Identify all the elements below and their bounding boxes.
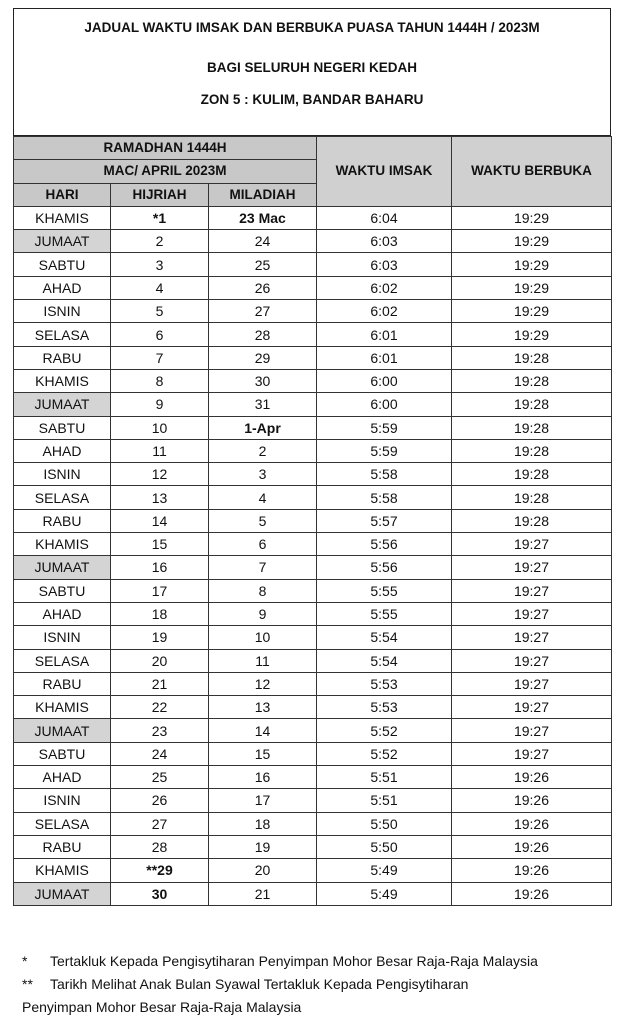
cell-hijriah: 19 <box>111 626 209 649</box>
cell-berbuka: 19:28 <box>452 346 612 369</box>
cell-hijriah: 22 <box>111 696 209 719</box>
footnote-2-continued: Penyimpan Mohor Besar Raja-Raja Malaysia <box>22 999 302 1015</box>
cell-miladiah: 26 <box>209 276 317 299</box>
cell-berbuka: 19:27 <box>452 742 612 765</box>
cell-berbuka: 19:26 <box>452 882 612 905</box>
cell-hari: SABTU <box>14 253 111 276</box>
cell-imsak: 6:02 <box>317 300 452 323</box>
cell-imsak: 5:51 <box>317 766 452 789</box>
cell-berbuka: 19:26 <box>452 859 612 882</box>
table-row <box>14 346 612 369</box>
table-row <box>14 626 612 649</box>
cell-imsak: 5:55 <box>317 602 452 625</box>
cell-berbuka: 19:28 <box>452 369 612 392</box>
group-header-month: MAC/ APRIL 2023M <box>14 160 317 183</box>
cell-berbuka: 19:27 <box>452 579 612 602</box>
table-row <box>14 416 612 439</box>
cell-miladiah: 7 <box>209 556 317 579</box>
cell-hijriah: 4 <box>111 276 209 299</box>
cell-imsak: 5:54 <box>317 626 452 649</box>
cell-hijriah: 9 <box>111 393 209 416</box>
table-row <box>14 789 612 812</box>
cell-berbuka: 19:28 <box>452 486 612 509</box>
cell-hijriah: 13 <box>111 486 209 509</box>
cell-imsak: 6:02 <box>317 276 452 299</box>
cell-hari: SABTU <box>14 579 111 602</box>
cell-hijriah: 26 <box>111 789 209 812</box>
cell-hijriah: **29 <box>111 859 209 882</box>
document-header <box>13 8 611 136</box>
cell-hijriah: 27 <box>111 812 209 835</box>
cell-miladiah: 28 <box>209 323 317 346</box>
cell-hari: SABTU <box>14 416 111 439</box>
cell-imsak: 6:04 <box>317 206 452 229</box>
cell-hari: JUMAAT <box>14 393 111 416</box>
imsak-berbuka-table <box>13 136 612 906</box>
table-row <box>14 253 612 276</box>
table-body <box>14 206 612 905</box>
cell-imsak: 6:03 <box>317 230 452 253</box>
cell-hijriah: 15 <box>111 533 209 556</box>
cell-hijriah: 8 <box>111 369 209 392</box>
cell-berbuka: 19:26 <box>452 766 612 789</box>
cell-berbuka: 19:29 <box>452 253 612 276</box>
cell-hijriah: 2 <box>111 230 209 253</box>
footnote-1-text: Tertakluk Kepada Pengisytiharan Penyimpan Mohor Besar Raja-Raja Malaysia <box>50 953 538 969</box>
cell-berbuka: 19:27 <box>452 672 612 695</box>
cell-imsak: 5:50 <box>317 835 452 858</box>
table-row <box>14 206 612 229</box>
cell-hijriah: 7 <box>111 346 209 369</box>
cell-berbuka: 19:27 <box>452 649 612 672</box>
footnotes <box>22 950 612 1019</box>
cell-miladiah: 13 <box>209 696 317 719</box>
cell-miladiah: 9 <box>209 602 317 625</box>
cell-hari: SELASA <box>14 486 111 509</box>
cell-imsak: 5:51 <box>317 789 452 812</box>
cell-hijriah: 20 <box>111 649 209 672</box>
cell-hari: JUMAAT <box>14 719 111 742</box>
cell-imsak: 5:56 <box>317 533 452 556</box>
cell-miladiah: 3 <box>209 463 317 486</box>
cell-hari: RABU <box>14 672 111 695</box>
cell-berbuka: 19:27 <box>452 626 612 649</box>
cell-imsak: 6:01 <box>317 346 452 369</box>
table-row <box>14 486 612 509</box>
cell-miladiah: 8 <box>209 579 317 602</box>
column-header-imsak: WAKTU IMSAK <box>317 137 452 207</box>
cell-berbuka: 19:28 <box>452 393 612 416</box>
cell-miladiah: 31 <box>209 393 317 416</box>
cell-hijriah: 6 <box>111 323 209 346</box>
cell-hijriah: 21 <box>111 672 209 695</box>
cell-miladiah: 19 <box>209 835 317 858</box>
cell-hijriah: 5 <box>111 300 209 323</box>
cell-imsak: 5:49 <box>317 859 452 882</box>
cell-miladiah: 16 <box>209 766 317 789</box>
cell-imsak: 5:59 <box>317 439 452 462</box>
cell-hari: RABU <box>14 346 111 369</box>
cell-miladiah: 10 <box>209 626 317 649</box>
cell-imsak: 6:00 <box>317 369 452 392</box>
cell-berbuka: 19:28 <box>452 463 612 486</box>
cell-imsak: 5:58 <box>317 463 452 486</box>
cell-imsak: 5:53 <box>317 672 452 695</box>
table-row <box>14 393 612 416</box>
cell-hari: AHAD <box>14 276 111 299</box>
cell-berbuka: 19:28 <box>452 416 612 439</box>
cell-berbuka: 19:28 <box>452 509 612 532</box>
cell-miladiah: 24 <box>209 230 317 253</box>
column-header-hijriah: HIJRIAH <box>111 183 209 206</box>
cell-hari: JUMAAT <box>14 882 111 905</box>
cell-miladiah: 2 <box>209 439 317 462</box>
footnote-2 <box>22 973 612 996</box>
cell-miladiah: 4 <box>209 486 317 509</box>
table-row <box>14 579 612 602</box>
cell-berbuka: 19:26 <box>452 789 612 812</box>
cell-berbuka: 19:27 <box>452 719 612 742</box>
column-header-berbuka: WAKTU BERBUKA <box>452 137 612 207</box>
cell-hari: SELASA <box>14 323 111 346</box>
footnote-2-mark: ** <box>22 976 33 992</box>
cell-miladiah: 12 <box>209 672 317 695</box>
cell-imsak: 6:01 <box>317 323 452 346</box>
cell-hari: AHAD <box>14 602 111 625</box>
cell-hari: SELASA <box>14 812 111 835</box>
cell-miladiah: 23 Mac <box>209 206 317 229</box>
cell-berbuka: 19:27 <box>452 602 612 625</box>
cell-miladiah: 11 <box>209 649 317 672</box>
cell-imsak: 5:53 <box>317 696 452 719</box>
cell-imsak: 5:49 <box>317 882 452 905</box>
cell-berbuka: 19:29 <box>452 323 612 346</box>
cell-imsak: 5:52 <box>317 742 452 765</box>
table-row <box>14 230 612 253</box>
cell-hari: RABU <box>14 509 111 532</box>
table-row <box>14 719 612 742</box>
table-row <box>14 323 612 346</box>
table-row <box>14 439 612 462</box>
cell-berbuka: 19:27 <box>452 533 612 556</box>
cell-miladiah: 20 <box>209 859 317 882</box>
cell-miladiah: 27 <box>209 300 317 323</box>
cell-miladiah: 29 <box>209 346 317 369</box>
cell-hari: KHAMIS <box>14 369 111 392</box>
cell-berbuka: 19:29 <box>452 206 612 229</box>
table-row <box>14 556 612 579</box>
cell-imsak: 5:56 <box>317 556 452 579</box>
cell-hari: AHAD <box>14 766 111 789</box>
title-line-1: JADUAL WAKTU IMSAK DAN BERBUKA PUASA TAHUN 1444H / 2023M <box>84 20 540 35</box>
cell-imsak: 5:55 <box>317 579 452 602</box>
table-row <box>14 602 612 625</box>
cell-miladiah: 18 <box>209 812 317 835</box>
column-header-hari: HARI <box>14 183 111 206</box>
cell-miladiah: 6 <box>209 533 317 556</box>
cell-hari: ISNIN <box>14 463 111 486</box>
cell-hari: KHAMIS <box>14 696 111 719</box>
cell-hari: KHAMIS <box>14 859 111 882</box>
cell-berbuka: 19:29 <box>452 230 612 253</box>
cell-hijriah: 18 <box>111 602 209 625</box>
cell-hari: ISNIN <box>14 300 111 323</box>
cell-hijriah: 16 <box>111 556 209 579</box>
table-row <box>14 533 612 556</box>
title-line-3: ZON 5 : KULIM, BANDAR BAHARU <box>200 92 424 107</box>
cell-hari: KHAMIS <box>14 533 111 556</box>
table-row <box>14 276 612 299</box>
cell-berbuka: 19:28 <box>452 439 612 462</box>
cell-miladiah: 21 <box>209 882 317 905</box>
cell-hijriah: 28 <box>111 835 209 858</box>
cell-berbuka: 19:27 <box>452 696 612 719</box>
footnote-1-mark: * <box>22 953 28 969</box>
cell-hijriah: 23 <box>111 719 209 742</box>
cell-berbuka: 19:29 <box>452 300 612 323</box>
cell-hari: SABTU <box>14 742 111 765</box>
table-row <box>14 835 612 858</box>
cell-imsak: 5:50 <box>317 812 452 835</box>
schedule-sheet <box>13 8 611 906</box>
cell-hijriah: 3 <box>111 253 209 276</box>
table-row <box>14 463 612 486</box>
cell-miladiah: 5 <box>209 509 317 532</box>
cell-miladiah: 17 <box>209 789 317 812</box>
table-row <box>14 882 612 905</box>
cell-hari: AHAD <box>14 439 111 462</box>
group-header-ramadhan: RAMADHAN 1444H <box>14 137 317 160</box>
column-header-miladiah: MILADIAH <box>209 183 317 206</box>
cell-hijriah: 14 <box>111 509 209 532</box>
table-row <box>14 859 612 882</box>
table-row <box>14 509 612 532</box>
cell-hijriah: 10 <box>111 416 209 439</box>
table-row <box>14 742 612 765</box>
cell-imsak: 5:54 <box>317 649 452 672</box>
cell-hijriah: 12 <box>111 463 209 486</box>
cell-berbuka: 19:29 <box>452 276 612 299</box>
cell-hari: ISNIN <box>14 789 111 812</box>
cell-miladiah: 14 <box>209 719 317 742</box>
table-row <box>14 649 612 672</box>
cell-hari: JUMAAT <box>14 230 111 253</box>
cell-imsak: 5:57 <box>317 509 452 532</box>
cell-hijriah: 17 <box>111 579 209 602</box>
title-line-2: BAGI SELURUH NEGERI KEDAH <box>206 60 417 75</box>
cell-hari: RABU <box>14 835 111 858</box>
footnote-1 <box>22 950 612 973</box>
cell-imsak: 5:59 <box>317 416 452 439</box>
table-row <box>14 696 612 719</box>
cell-berbuka: 19:26 <box>452 835 612 858</box>
cell-hijriah: 24 <box>111 742 209 765</box>
cell-berbuka: 19:27 <box>452 556 612 579</box>
table-row <box>14 812 612 835</box>
cell-miladiah: 30 <box>209 369 317 392</box>
table-row <box>14 369 612 392</box>
cell-berbuka: 19:26 <box>452 812 612 835</box>
cell-hari: ISNIN <box>14 626 111 649</box>
cell-hari: JUMAAT <box>14 556 111 579</box>
table-row <box>14 300 612 323</box>
cell-imsak: 5:52 <box>317 719 452 742</box>
cell-hari: KHAMIS <box>14 206 111 229</box>
cell-imsak: 6:03 <box>317 253 452 276</box>
cell-hijriah: *1 <box>111 206 209 229</box>
cell-miladiah: 15 <box>209 742 317 765</box>
table-row <box>14 672 612 695</box>
table-row <box>14 766 612 789</box>
cell-hijriah: 30 <box>111 882 209 905</box>
cell-imsak: 6:00 <box>317 393 452 416</box>
cell-miladiah: 25 <box>209 253 317 276</box>
cell-imsak: 5:58 <box>317 486 452 509</box>
cell-miladiah: 1-Apr <box>209 416 317 439</box>
footnote-2-text-a: Tarikh Melihat Anak Bulan Syawal Tertakluk Kepada Pengisytiharan <box>50 976 469 992</box>
cell-hijriah: 25 <box>111 766 209 789</box>
cell-hijriah: 11 <box>111 439 209 462</box>
cell-hari: SELASA <box>14 649 111 672</box>
